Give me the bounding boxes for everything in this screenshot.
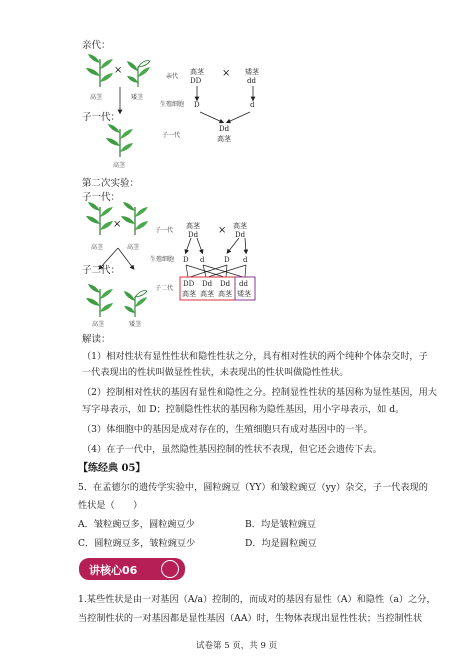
question-line-1: 5．在孟德尔的遗传学实验中，圆粒豌豆（YY）和皱粒豌豆（yy）杂交，子一代表现的 <box>78 482 428 493</box>
d2-offspring-geno-2: Dd <box>220 280 231 288</box>
option-a[interactable]: A．皱粒豌豆多，圆粒豌豆少 <box>78 519 195 530</box>
f1-tall-plant-left <box>86 202 113 235</box>
d2-left-trait: 高茎 <box>186 222 200 230</box>
d2-f1-label: 子一代： <box>82 192 121 203</box>
d2-f1-gen: 子一代 <box>155 227 174 234</box>
explain-p1-b: 一代表现出的性状叫做显性性状，未表现出的性状叫做隐性性状。 <box>82 367 349 378</box>
gear-icon <box>161 560 179 578</box>
d2-offspring-geno-0: DD <box>183 280 195 288</box>
d2-offspring-geno-3: dd <box>239 280 248 288</box>
d2-offspring-trait-2: 高茎 <box>218 290 232 298</box>
d2-cross-symbol-2: × <box>218 225 227 236</box>
d1-cross-symbol: × <box>114 65 123 76</box>
option-c[interactable]: C．圆粒豌豆多，皱粒豌豆少 <box>78 538 196 549</box>
d1-parent-dwarf: 矮茎 <box>245 68 259 76</box>
d1-f1-gen: 子一代 <box>162 132 181 139</box>
d2-offspring-trait-0: 高茎 <box>182 290 196 298</box>
f2-dwarf-plant <box>124 291 147 317</box>
explain-p2-b: 写字母表示，如 D；控制隐性性状的基因称为隐性基因，用小字母表示，如 d。 <box>82 404 405 415</box>
d1-DD: DD <box>190 77 202 85</box>
core-badge-label: 讲核心06 <box>89 564 138 577</box>
question-line-2: 性状是（ ） <box>78 500 143 511</box>
d2-f2-gen: 子二代 <box>155 285 174 292</box>
d1-gamete: 生殖细胞 <box>160 101 185 108</box>
d1-parent-label: 亲代： <box>82 40 111 51</box>
d2-right-trait: 高茎 <box>233 222 247 230</box>
d1-parent-gen: 亲代 <box>166 73 179 80</box>
d2-gamete-2: D <box>224 256 230 264</box>
explain-p1-a: （1）相对性状有显性性状和隐性性状之分，具有相对性状的两个纯种个体杂交时，子 <box>82 351 428 362</box>
d2-tall-right: 高茎 <box>127 244 140 251</box>
core-badge <box>79 558 185 580</box>
d2-left-geno: Dd <box>188 231 199 239</box>
core-line-2: 当控制性状的一对基因都是显性基因（AA）时，生物体表现出显性性状；当控制性状 <box>78 613 423 624</box>
d2-f2-label: 子二代： <box>82 265 121 276</box>
d2-offspring-trait-3: 矮茎 <box>237 290 251 298</box>
f2-tall-plant <box>86 284 113 317</box>
option-d[interactable]: D．均是圆粒豌豆 <box>245 538 317 549</box>
d2-f2-dwarf: 矮茎 <box>129 321 142 328</box>
d2-cross-symbol: × <box>113 219 122 230</box>
d1-f1-plant-label: 高茎 <box>113 162 126 169</box>
d2-tall-left: 高茎 <box>91 244 104 251</box>
explain-title: 解读： <box>82 334 111 345</box>
d1-cross-symbol-2: × <box>222 68 231 79</box>
d2-gamete-1: d <box>200 256 205 264</box>
d1-dwarf-label: 矮茎 <box>131 94 144 101</box>
d1-f1-label: 子一代： <box>82 112 121 123</box>
d1-Dd: Dd <box>219 125 230 133</box>
d2-offspring-trait-1: 高茎 <box>200 290 214 298</box>
d1-dd: dd <box>247 77 256 85</box>
option-b[interactable]: B．均是皱粒豌豆 <box>245 519 317 530</box>
core-line-1: 1.某些性状是由一对基因（A/a）控制的，而成对的基因有显性（A）和隐性（a）之分， <box>78 594 436 605</box>
explain-p3: （3）体细胞中的基因是成对存在的，生殖细胞只有成对基因中的一半。 <box>82 424 373 435</box>
explain-p2-a: （2）控制相对性状的基因有显性和隐性之分。控制显性性状的基因称为显性基因，用大 <box>82 387 437 398</box>
d2-heading: 第二次实验： <box>82 178 140 189</box>
d2-gamete-3: d <box>243 256 248 264</box>
explain-p4: （4）在子一代中，虽然隐性基因控制的性状不表现，但它还会遗传下去。 <box>82 444 382 455</box>
d2-f2-tall: 高茎 <box>92 321 105 328</box>
parent-tall-plant <box>86 54 113 87</box>
parent-dwarf-plant <box>127 61 150 87</box>
d1-tall-label: 高茎 <box>90 94 103 101</box>
d1-gamete-D: D <box>194 101 200 109</box>
d1-f1-result: 高茎 <box>217 135 231 143</box>
page-footer: 试卷第 5 页，共 9 页 <box>196 641 278 651</box>
d2-gamete-0: D <box>183 256 189 264</box>
d2-gamete: 生殖细胞 <box>150 256 175 263</box>
d1-gamete-d: d <box>250 101 255 109</box>
f1-plant <box>106 124 133 157</box>
d2-right-geno: Dd <box>235 231 246 239</box>
practice-title: 【练经典 05】 <box>78 463 146 474</box>
d1-parent-tall: 高茎 <box>190 68 204 76</box>
f1-tall-plant-right <box>121 202 148 235</box>
d2-offspring-geno-1: Dd <box>202 280 213 288</box>
